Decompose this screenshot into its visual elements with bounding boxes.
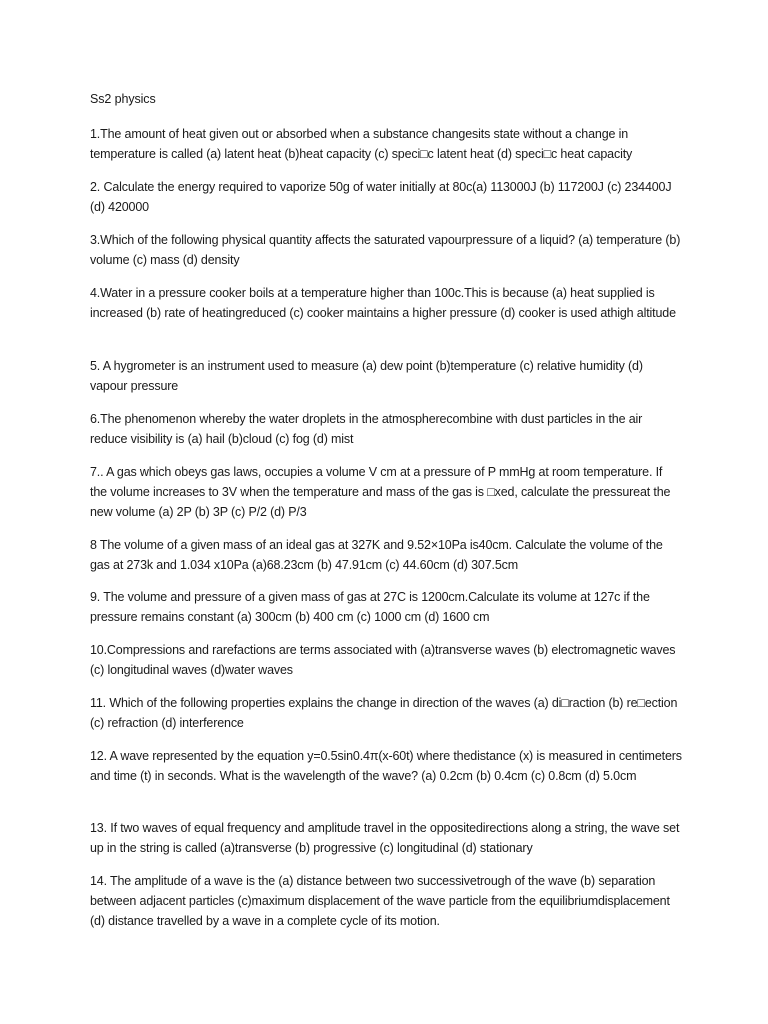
question-10: 10.Compressions and rarefactions are terms associated with (a)transverse waves (b) electromagnetic waves (c) longitudinal waves (d)water waves <box>90 643 676 677</box>
question-11: 11. Which of the following properties explains the change in direction of the waves (a) di□raction (b) re□ection (c) refraction (d) interference <box>90 696 678 730</box>
question-3: 3.Which of the following physical quantity affects the saturated vapourpressure of a liquid? (a) temperature (b) volume (c) mass (d) density <box>90 233 681 267</box>
question-12: 12. A wave represented by the equation y=0.5sin0.4π(x-60t) where thedistance (x) is measured in centimeters and time (t) in seconds. What is the wavelength of the wave? (a) 0.2cm (b) 0.4cm (c) 0.8cm (d) 5.0cm <box>90 749 682 783</box>
question-5: 5. A hygrometer is an instrument used to measure (a) dew point (b)temperature (c) relative humidity (d) vapour pressure <box>90 359 643 393</box>
question-7: 7.. A gas which obeys gas laws, occupies a volume V cm at a pressure of P mmHg at room temperature. If the volume increases to 3V when the temperature and mass of the gas is □xed, calculate the pressureat the new volume (a) 2P (b) 3P (c) P/2 (d) P/3 <box>90 465 671 519</box>
question-4: 4.Water in a pressure cooker boils at a temperature higher than 100c.This is because (a) heat supplied is increased (b) rate of heatingreduced (c) cooker maintains a higher pressure (d) cooker is used athigh altitude <box>90 286 676 320</box>
question-13: 13. If two waves of equal frequency and amplitude travel in the oppositedirections along a string, the wave set up in the string is called (a)transverse (b) progressive (c) longitudinal (d) stationary <box>90 821 680 855</box>
question-6: 6.The phenomenon whereby the water droplets in the atmospherecombine with dust particles in the air reduce visibility is (a) hail (b)cloud (c) fog (d) mist <box>90 412 643 446</box>
question-14: 14. The amplitude of a wave is the (a) distance between two successivetrough of the wave (b) separation between adjacent particles (c)maximum displacement of the wave particle from the equilibriumdisplacement (d) distance travelled by a wave in a complete cycle of its motion. <box>90 874 670 928</box>
question-2: 2. Calculate the energy required to vaporize 50g of water initially at 80c(a) 113000J (b) 117200J (c) 234400J (d) 420000 <box>90 180 672 214</box>
question-9: 9. The volume and pressure of a given mass of gas at 27C is 1200cm.Calculate its volume at 127c if the pressure remains constant (a) 300cm (b) 400 cm (c) 1000 cm (d) 1600 cm <box>90 590 650 624</box>
question-1: 1.The amount of heat given out or absorbed when a substance changesits state without a change in temperature is called (a) latent heat (b)heat capacity (c) speci□c latent heat (d) speci□c heat capacity <box>90 127 633 161</box>
document-title: Ss2 physics <box>90 92 156 106</box>
question-8: 8 The volume of a given mass of an ideal gas at 327K and 9.52×10Pa is40cm. Calculate the volume of the gas at 273k and 1.034 x10Pa (a)68.23cm (b) 47.91cm (c) 44.60cm (d) 307.5cm <box>90 538 663 572</box>
